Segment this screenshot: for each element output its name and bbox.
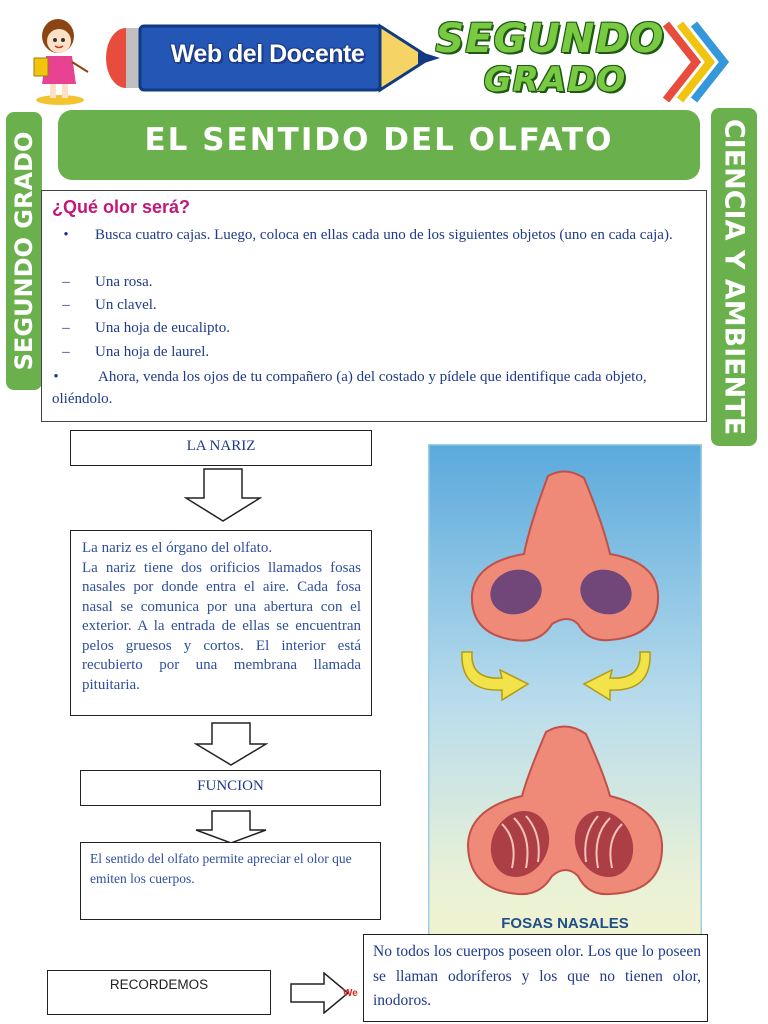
bullet-marker: • [53,369,59,385]
activity-item: Un clavel. [95,297,157,313]
activity-item: Busca cuatro cajas. Luego, coloca en ellas cada uno de los siguientes objetos (uno en cada caja). [95,227,673,243]
sidebar-left-label: SEGUNDO GRADO [10,131,38,371]
watermark-fragment: We [343,988,358,999]
chevron-arrows-icon [662,20,732,104]
nose-label-box [70,430,372,466]
activity-item: Una rosa. [95,274,153,290]
down-arrow-icon [184,468,262,522]
nose-text-line: La nariz es el órgano del olfato. [82,540,273,556]
activity-question: ¿Qué olor será? [52,197,191,217]
sidebar-right [711,108,757,446]
grade-line-1: SEGUNDO [435,16,665,62]
nose-text-paragraph: La nariz tiene dos orificios llamados fosas nasales por donde entra el aire. Cada fosa nasal se comunica por una abertura con el exterior. A la entrada de ellas se encuentran pelos gruesos y cortos. El interior está recubierto por una membrana llamada pituitaria. [82,559,361,693]
grade-line-2: GRADO [483,60,627,100]
function-text: El sentido del olfato permite apreciar el olor que emiten los cuerpos. [90,851,352,886]
remember-text: No todos los cuerpos poseen olor. Los que lo poseen se llaman odoríferos y los que no tienen olor, inodoros. [373,943,701,1009]
dash-marker: – [62,344,70,360]
remember-label: RECORDEMOS [109,977,209,992]
down-arrow-icon [194,722,268,766]
dash-marker: – [62,274,70,290]
logo-label: Web del Docente [170,40,365,68]
dash-marker: – [62,297,70,313]
function-label: FUNCION [197,778,264,794]
page-title: EL SENTIDO DEL OLFATO [144,122,614,158]
nose-label: LA NARIZ [186,438,256,454]
activity-item: Una hoja de laurel. [95,344,210,360]
image-caption: FOSAS NASALES [501,915,629,932]
sidebar-left [6,112,42,390]
sidebar-right-label: CIENCIA Y AMBIENTE [718,118,750,436]
teacher-mascot-icon [28,14,92,106]
remember-label-box [47,970,271,1015]
down-arrow-icon [194,810,268,844]
dash-marker: – [62,320,70,336]
nose-description-box [70,530,372,716]
activity-item: Una hoja de eucalipto. [95,320,230,336]
bullet-marker: • [63,227,69,243]
activity-item: Ahora, venda los ojos de tu compañero (a) del costado y pídele que identifique cada objeto, oliéndolo. [52,369,647,407]
function-description-box [80,842,381,920]
function-label-box [80,770,381,806]
right-arrow-icon [290,972,350,1014]
